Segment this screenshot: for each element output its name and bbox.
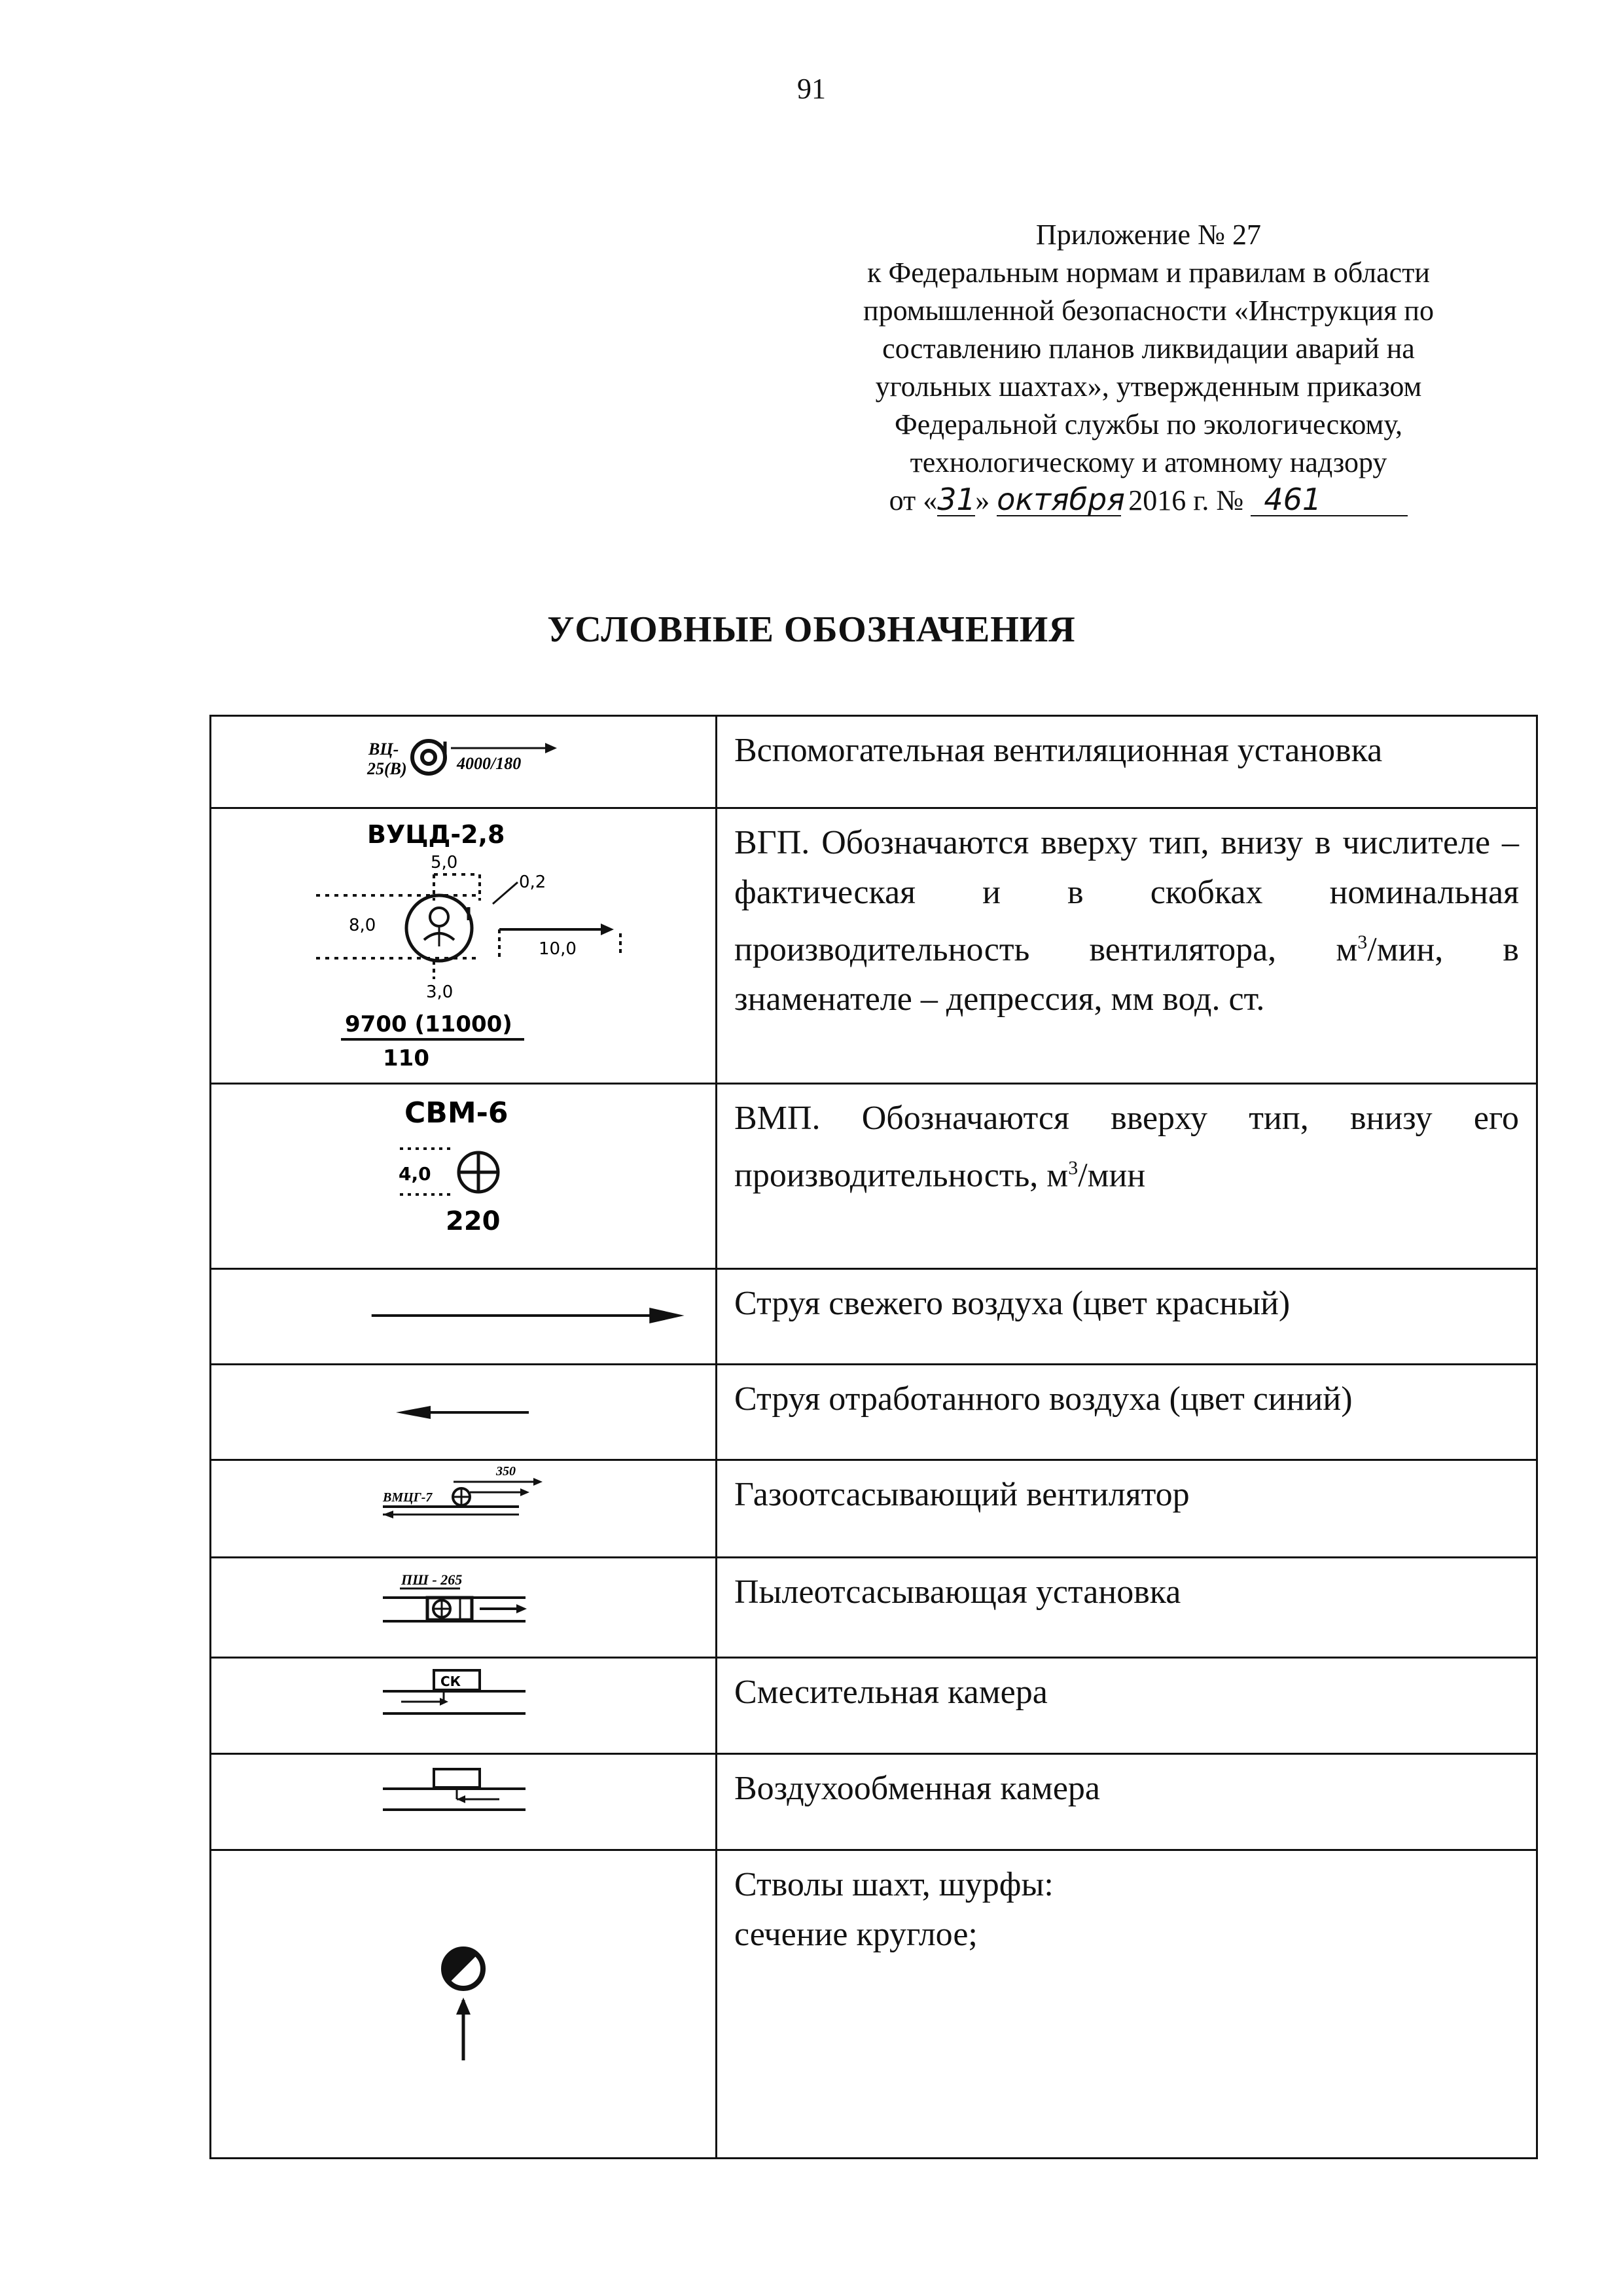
unit-exponent: 3: [1068, 1157, 1079, 1179]
symbol-cell: [211, 1460, 717, 1558]
appendix-line: Федеральной службы по экологическому,: [895, 408, 1402, 440]
description-line: сечение круглое;: [734, 1916, 978, 1953]
description-text: /мин: [1078, 1157, 1146, 1194]
table-row: [211, 1365, 1537, 1460]
fan-inner-circle-icon: [422, 751, 435, 764]
appendix-line: технологическому и атомному надзору: [910, 446, 1387, 478]
chamber-box-icon: [434, 1769, 480, 1787]
description-cell: Вспомогательная вентиляционная установка: [717, 716, 1537, 808]
description-cell: Струя отработанного воздуха (цвет синий): [717, 1365, 1537, 1460]
fan-type-bottom-label: 25(В): [367, 759, 407, 778]
fan-arrow-value: 10,0: [539, 939, 577, 959]
gas-exhaust-fan-symbol: [211, 1461, 715, 1556]
page-number: 91: [797, 73, 826, 105]
fan-left-value: 8,0: [349, 916, 376, 935]
description-line: Стволы шахт, шурфы:: [734, 1866, 1054, 1903]
description-cell: Газоотсасывающий вентилятор: [717, 1460, 1537, 1558]
description-cell: Пылеотсасывающая установка: [717, 1558, 1537, 1658]
order-number: 461: [1251, 484, 1408, 516]
symbol-cell: [211, 716, 717, 808]
description-text: ВМП. Обозначаются вверху тип, внизу его производительность, м: [734, 1100, 1519, 1194]
fan-numerator: 9700 (11000): [345, 1011, 512, 1037]
description-cell: [717, 1084, 1537, 1269]
appendix-line: угольных шахтах», утвержденным приказом: [875, 370, 1422, 403]
fan-bottom-value: 3,0: [426, 982, 454, 1002]
order-date-line: [821, 482, 1476, 520]
table-row: [211, 1269, 1537, 1365]
auxiliary-fan-symbol: [211, 717, 715, 807]
dust-exhaust-unit-symbol: [211, 1558, 715, 1657]
symbol-cell: [211, 1658, 717, 1754]
date-month: октября: [997, 482, 1125, 517]
fan-type-label: СВМ-6: [404, 1096, 508, 1130]
page-title: УСЛОВНЫЕ ОБОЗНАЧЕНИЯ: [547, 609, 1076, 650]
symbol-cell: [211, 1558, 717, 1658]
symbol-cell: [211, 1850, 717, 2159]
appendix-line: промышленной безопасности «Инструкция по: [863, 295, 1434, 327]
local-fan-symbol: [211, 1085, 715, 1268]
appendix-line: Приложение № 27: [1035, 219, 1262, 251]
appendix-header: [821, 216, 1476, 520]
date-day: 31: [937, 482, 976, 517]
description-text: ВГП. Обозначаются вверху тип, внизу в числителе – фактическая и в скобках номинальная производительность вентилятора, м: [734, 824, 1519, 969]
fan-left-value: 4,0: [399, 1163, 431, 1185]
fresh-air-arrow-symbol: [211, 1270, 715, 1363]
fan-outer-circle-icon: [412, 741, 445, 774]
symbol-cell: [211, 1754, 717, 1850]
table-row: [211, 1460, 1537, 1558]
table-row: [211, 1558, 1537, 1658]
fan-right-value: 0,2: [519, 872, 546, 892]
chamber-box-label: СК: [440, 1674, 461, 1689]
description-cell: [717, 1850, 1537, 2159]
air-exchange-chamber-symbol: [211, 1755, 715, 1849]
mixing-chamber-symbol: [211, 1659, 715, 1753]
fan-denominator: 110: [383, 1045, 429, 1071]
unit-exponent: 3: [1357, 931, 1368, 953]
table-row: [211, 716, 1537, 808]
table-row: [211, 1850, 1537, 2159]
date-mid: »: [975, 484, 990, 516]
table-row: [211, 1084, 1537, 1269]
symbol-cell: [211, 808, 717, 1084]
description-cell: Воздухообменная камера: [717, 1754, 1537, 1850]
fan-flow-label: 4000/180: [457, 754, 522, 773]
symbol-cell: [211, 1365, 717, 1460]
description-text: /мин, в знаменателе – депрессия, мм вод. ст.: [734, 931, 1519, 1018]
fan-value: 350: [496, 1464, 516, 1479]
date-year: 2016 г. №: [1128, 484, 1244, 516]
description-cell: Смесительная камера: [717, 1658, 1537, 1754]
appendix-line: составлению планов ликвидации аварий на: [882, 332, 1415, 365]
symbol-cell: [211, 1084, 717, 1269]
date-prefix: от «: [889, 484, 938, 516]
appendix-line: к Федеральным нормам и правилам в области: [867, 257, 1430, 289]
main-fan-symbol: [211, 809, 715, 1083]
fan-type-label: ВМЦГ-7: [383, 1490, 433, 1505]
exhaust-air-arrow-symbol: [211, 1365, 715, 1459]
fan-type-label: ВУЦД-2,8: [367, 820, 505, 849]
unit-type-label: ПШ - 265: [401, 1571, 463, 1588]
table-row: [211, 808, 1537, 1084]
fan-type-top-label: ВЦ-: [368, 740, 399, 759]
table-row: [211, 1754, 1537, 1850]
legend-table: [209, 715, 1538, 2159]
description-cell: Струя свежего воздуха (цвет красный): [717, 1269, 1537, 1365]
symbol-cell: [211, 1269, 717, 1365]
fan-value: 220: [446, 1206, 501, 1236]
fan-top-value: 5,0: [431, 853, 458, 872]
table-row: [211, 1658, 1537, 1754]
description-cell: [717, 808, 1537, 1084]
shaft-round-section-symbol: [211, 1851, 715, 2157]
